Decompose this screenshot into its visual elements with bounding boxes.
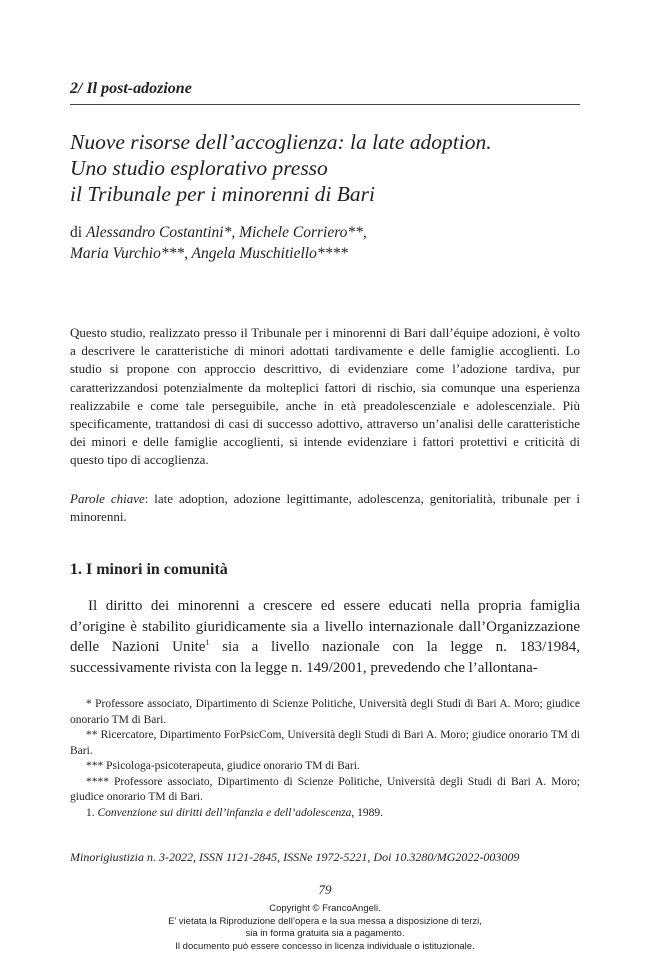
copyright-notice: [0, 903, 650, 953]
keywords-label: Parole chiave: [70, 491, 145, 506]
keywords-text: : late adoption, adozione legittimante, adolescenza, genitorialità, tribunale per i minorenni.: [70, 491, 580, 525]
title-line: il Tribunale per i minorenni di Bari: [70, 182, 375, 206]
footnote-number: 1.: [86, 806, 98, 819]
copyright-line: Copyright © FrancoAngeli.: [269, 903, 381, 914]
body-paragraph: [70, 596, 580, 678]
title-line: Nuove risorse dell’accoglienza: la late adoption.: [70, 130, 492, 154]
journal-citation: Minorigiustizia n. 3-2022, ISSN 1121-2845, ISSNe 1972-5221, Doi 10.3280/MG2022-003009: [70, 850, 520, 864]
copyright-line: sia in forma gratuita sia a pagamento.: [245, 928, 405, 939]
section-heading: 1. I minori in comunità: [70, 561, 228, 578]
footnote-rest: , 1989.: [351, 806, 384, 819]
title-line: Uno studio esplorativo presso: [70, 156, 328, 180]
keywords: [70, 490, 580, 526]
footnote: * Professore associato, Dipartimento di Scienze Politiche, Università degli Studi di Bari A. Moro; giudice onorario TM di Bari.: [70, 698, 580, 726]
copyright-line: E’ vietata la Riproduzione dell’opera e la sua messa a disposizione di terzi,: [168, 915, 482, 927]
footnotes: [70, 697, 580, 821]
authors-names: Maria Vurchio***, Angela Muschitiello****: [70, 245, 348, 262]
copyright-line: Il documento può essere concesso in licenza individuale o istituzionale.: [175, 940, 475, 952]
body-text-part: sia a livello nazionale con la legge n. 183/1984, successivamente rivista con la legge n. 149/2001, prevedendo che l’allontana-: [70, 639, 580, 676]
authors-line: [70, 222, 590, 243]
authors-line: [70, 243, 590, 264]
article-title: [70, 129, 590, 207]
body-text-part: Il diritto dei minorenni a crescere ed essere educati nella propria famiglia d’origine è stabilito giuridicamente sia a livello internazionale dall’Organizzazione delle Nazioni Unite: [70, 598, 580, 655]
page-number: 79: [318, 882, 332, 897]
footnote: **** Professore associato, Dipartimento di Scienze Politiche, Università degli Studi di Bari A. Moro; giudice onorario TM di Bari.: [70, 775, 580, 803]
footnote: [70, 806, 580, 822]
abstract: Questo studio, realizzato presso il Tribunale per i minorenni di Bari dall’équipe adozioni, è volto a descrivere le caratteristiche di minori adottati tardivamente e delle famiglie accoglienti. Lo studio si propone con approccio descrittivo, di evidenziare come l’adozione tardiva, pur caratterizzandosi potenzialmente da molteplici fattori di rischio, sia comunque una esperienza realizzabile e come tale perseguibile, anche in età preadolescenziale e adolescenziale. Più specificamente, trattandosi di casi di successo adottivo, attraverso un’analisi delle caratteristiche dei minori e delle famiglie accoglienti, si intende evidenziare i fattori protettivi e criticità di questo tipo di accoglienza.: [70, 325, 580, 468]
footnote-title: Convenzione sui diritti dell’infanzia e dell’adolescenza: [97, 806, 352, 819]
header-rule: [70, 104, 580, 105]
footnote: ** Ricercatore, Dipartimento ForPsicCom, Università degli Studi di Bari A. Moro; giudice onorario TM di Bari.: [70, 729, 580, 757]
authors: [70, 222, 590, 264]
authors-names: Alessandro Costantini*, Michele Corriero**,: [85, 224, 367, 241]
authors-prefix: di: [70, 224, 83, 241]
section-tag: 2/ Il post-adozione: [70, 80, 192, 97]
footnote-ref: 1: [205, 638, 210, 647]
footnote: *** Psicologa-psicoterapeuta, giudice onorario TM di Bari.: [86, 760, 360, 772]
